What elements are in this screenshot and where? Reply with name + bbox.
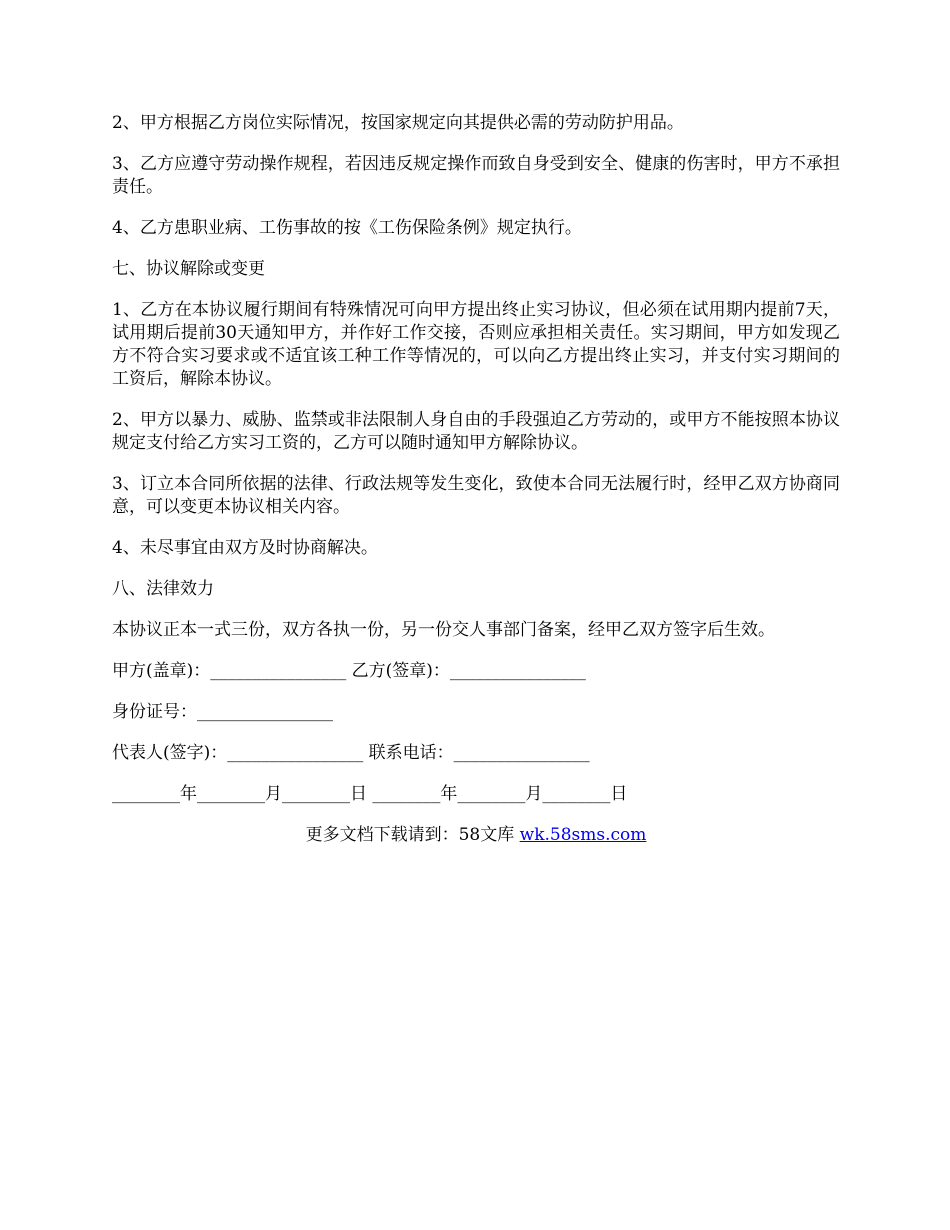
clause-6-4: 4、乙方患职业病、工伤事故的按《工伤保险条例》规定执行。 <box>112 218 582 238</box>
signature-id-line: 身份证号：________________ <box>112 702 333 722</box>
clause-8-text: 本协议正本一式三份，双方各执一份，另一份交人事部门备案，经甲乙双方签字后生效。 <box>112 620 775 640</box>
clause-7-1: 1、乙方在本协议履行期间有特殊情况可向甲方提出终止实习协议，但必须在试用期内提前7天，试用期后提前30天通知甲方，并作好工作交接，否则应承担相关责任。实习期间，甲方如发现乙方不符合实习要求或不适宜该工种工作等情况的，可以向乙方提出终止实习，并支付实习期间的工资后，解除本协议。 <box>112 300 840 389</box>
section-7-heading: 七、协议解除或变更 <box>112 259 265 279</box>
clause-6-3: 3、乙方应遵守劳动操作规程，若因违反规定操作而致自身受到安全、健康的伤害时，甲方不承担责任。 <box>112 154 840 197</box>
signature-date-line: ________年________月________日 ________年________月________日 <box>112 784 628 804</box>
footer-link[interactable]: wk.58sms.com <box>519 825 647 845</box>
footer-text: 更多文档下载请到：58文库 <box>305 825 520 845</box>
clause-7-4: 4、未尽事宜由双方及时协商解决。 <box>112 538 378 558</box>
signature-party-line: 甲方(盖章)：________________ 乙方(签章)：________________ <box>112 661 586 681</box>
clause-7-2: 2、甲方以暴力、威胁、监禁或非法限制人身自由的手段强迫乙方劳动的，或甲方不能按照本协议规定支付给乙方实习工资的，乙方可以随时通知甲方解除协议。 <box>112 410 840 453</box>
footer <box>112 824 840 847</box>
clause-6-2: 2、甲方根据乙方岗位实际情况，按国家规定向其提供必需的劳动防护用品。 <box>112 113 684 133</box>
document-body <box>112 112 840 847</box>
signature-representative-line: 代表人(签字)：________________ 联系电话：________________ <box>112 743 590 763</box>
clause-7-3: 3、订立本合同所依据的法律、行政法规等发生变化，致使本合同无法履行时，经甲乙双方协商同意，可以变更本协议相关内容。 <box>112 474 840 517</box>
section-8-heading: 八、法律效力 <box>112 579 214 599</box>
